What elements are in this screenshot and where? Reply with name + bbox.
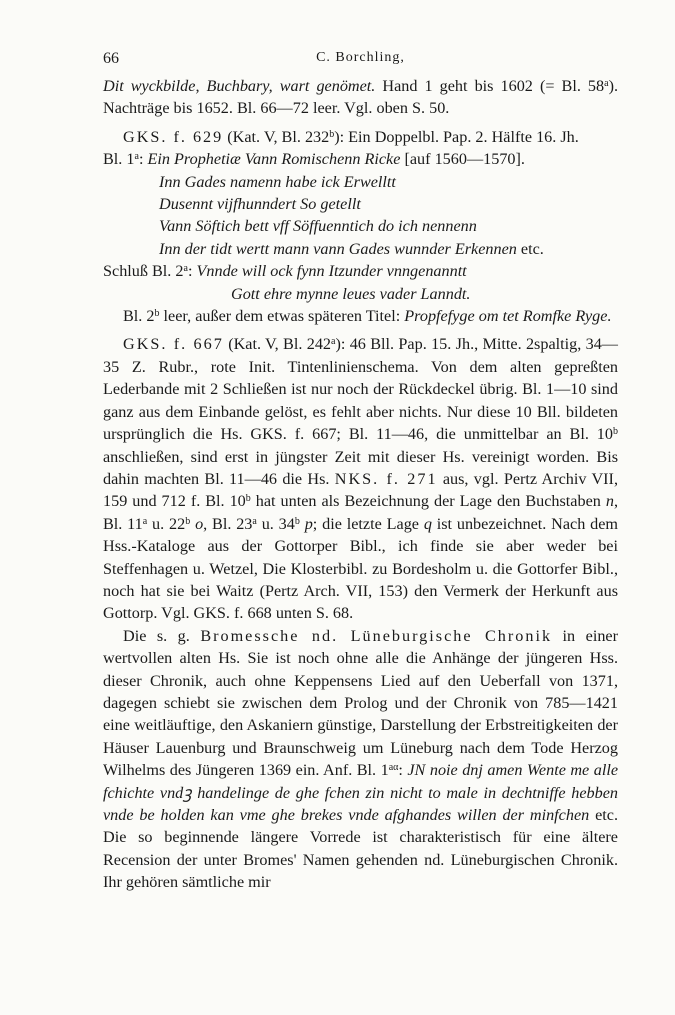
text-run: (Kat. V, Bl. 242 [223,335,332,354]
paragraph-5 [103,625,618,894]
superscript: a [604,78,609,89]
italic-quote: Propfefyge om tet Romfke Ryge. [404,307,612,326]
text-run: ; die letzte Lage [312,514,424,533]
superscript: b [613,426,618,438]
verse-line: Gott ehre mynne leues vader Lanndt. [231,284,471,303]
running-head: C. Borchling, [316,50,405,65]
superscript: b [294,515,300,527]
body-text [103,75,618,894]
text-run: etc. [516,239,544,258]
text-run: Hand 1 geht bis 1602 (= Bl. 58 [375,77,605,95]
text-run: : [138,150,148,169]
superscript: b [329,128,335,140]
italic-letter: q [423,514,432,533]
superscript: a [183,263,188,275]
verse-line: Inn Gades namenn habe ick Erwelltt [159,172,396,191]
text-run: ): Ein Doppelbl. Pap. 2. Hälfte 16. Jh. [334,127,579,146]
text-run: : [398,761,408,780]
italic-letter: n [605,492,614,511]
text-run: , Bl. 11 [103,492,619,533]
text-run: Die s. g. [123,626,201,645]
italic-quote: JN noie dnj amen Wente me alle fchichte vndꝫ handelinge de ghe fchen zin nicht to male in dechtniffe hebben vnde be holden kan vme ghe brekes vnde afghandes willen der minfchen [103,761,619,824]
verse-line [103,238,618,260]
superscript: aα [388,762,399,774]
text-run: leer, außer dem etwas späteren Titel: [159,307,405,326]
verse-line [103,260,618,282]
text-run: (Kat. V, Bl. 232 [223,127,330,146]
text-run: etc. Die so beginnende längere Vorrede ist charakteristisch für eine ältere Recension der unter Bromes' Namen gehenden nd. Lüneburgischen Chronik. Ihr gehören sämtliche mir [103,806,618,892]
text-run: , Bl. 23 [203,514,253,533]
verse-lead: Bl. 1 [103,150,135,169]
italic-quote: Dit wyckbilde, Buchbary, wart genömet. [103,77,376,95]
paragraph-3 [103,305,618,327]
paragraph-2 [103,126,618,148]
page-number: 66 [103,50,119,67]
superscript: a [252,515,257,527]
italic-quote: Inn der tidt wertt mann vann Gades wunnder Erkennen [159,239,517,258]
superscript: a [331,336,336,348]
page-header [103,50,618,72]
verse-line: Vann Söftich bett vff Söffuenntich do ich nennenn [159,217,477,236]
superscript: a [134,151,139,163]
paragraph-4 [103,333,618,624]
superscript: b [245,493,251,505]
shelfmark: NKS. f. 271 [334,469,438,488]
superscript: b [154,308,160,320]
verse-block-2 [103,260,618,305]
superscript: b [185,515,191,527]
italic-letter: o [195,514,204,533]
verse-line [103,148,618,170]
text-run: aus, vgl. Pertz Archiv VII, 159 und 712 f. Bl. 10 [103,469,618,511]
italic-letter: p [304,514,313,533]
text-run: ist unbezeichnet. Nach dem Hss.-Kataloge aus der Gottorper Bibl., ich finde sie aber weder bei Steffenhagen u. Wetzel, Die Klosterbibl. zu Bordesholm u. die Gottorfer Bibl., noch hat sie bei Waitz (Pertz Arch. VII, 153) den Vermerk der Herkunft aus Gottorp. Vgl. GKS. f. 668 unten S. 68. [103,514,619,623]
paragraph-1 [103,75,618,120]
text-run: [auf 1560—1570]. [400,150,525,169]
superscript: a [142,515,148,527]
text-run: anschließen, sind erst in jüngster Zeit mit dieser Hs. vereinigt worden. Bis dahin machten Bl. 11—46 die Hs. [103,447,618,488]
text-run: u. 22 [147,514,186,533]
text-run: Bl. 2 [123,307,155,326]
shelfmark: GKS. f. 629 [123,127,224,146]
text-run: in einer wertvollen alten Hs. Sie ist noch ohne alle die Anhänge der jüngeren Hss. dieser Chronik, auch ohne Keppensens Lied auf den Ueberfall von 1371, dagegen schiebt sie zwischen dem Prolog und der Chronik von 785—1421 eine weitläuftige, den Askaniern günstige, Darstellung der Erbstreitigkeiten der Häuser Lauenburg und Braunschweig um Lüneburg nach dem Tode Herzog Wilhelms des Jüngeren 1369 ein. Anf. Bl. 1 [103,626,618,780]
chronicle-title: Bromessche nd. Lüneburgische Chronik [200,626,553,645]
text-run: u. 34 [256,514,295,533]
verse-block-1 [103,148,618,260]
text-run: hat unten als Bezeichnung der Lage den Buchstaben [250,492,606,511]
italic-quote: Vnnde will ock fynn Itzunder vnngenanntt [196,262,467,281]
shelfmark: GKS. f. 667 [123,335,224,354]
verse-lead: Schluß Bl. 2 [103,262,184,281]
text-run: ): 46 Bll. Pap. 15. Jh., Mitte. 2spaltig, 34—35 Z. Rubr., rote Init. Tintenlinienschema. Von dem alten gepreßten Lederbande mit 2 Schließen ist nur noch der Rückdeckel übrig. Bl. 1—10 sind ganz aus dem Einbande gelöst, es fehlt aber nichts. Nur diese 10 Bll. bildeten ursprünglich die Hs. GKS. f. 667; Bl. 11—46, die unmittelbar an Bl. 10 [103,335,618,444]
text-run: : [187,262,197,281]
verse-line: Dusennt vijfhunndert So getellt [159,195,361,214]
text-run: ). Nachträge bis 1652. Bl. 66—72 leer. Vgl. oben S. 50. [103,77,618,118]
italic-quote: Ein Prophetiæ Vann Romischenn Ricke [147,150,401,169]
